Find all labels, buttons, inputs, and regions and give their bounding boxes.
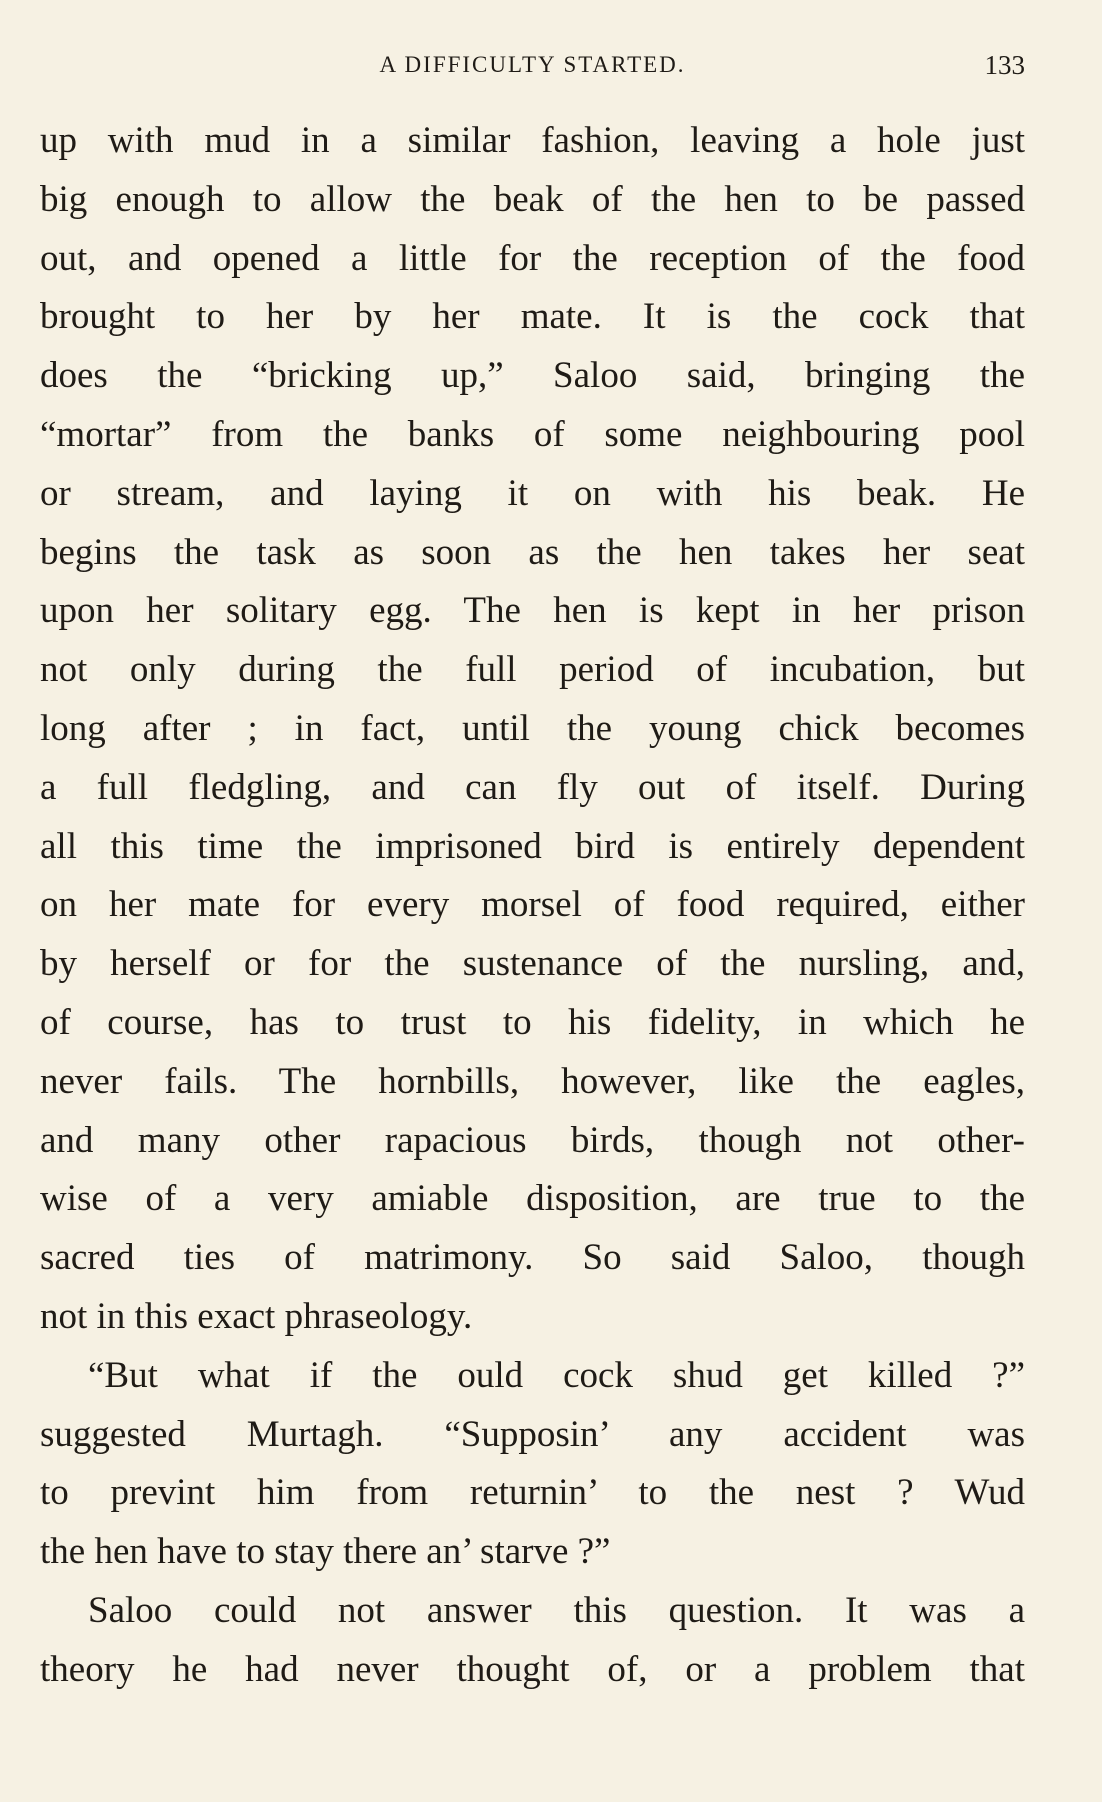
text-line: big enough to allow the beak of the hen to be passed bbox=[40, 178, 1025, 220]
text-line: by herself or for the sustenance of the nursling, and, bbox=[40, 943, 1025, 985]
text-line: does the “bricking up,” Saloo said, bringing the bbox=[40, 355, 1025, 397]
text-line: sacred ties of matrimony. So said Saloo, though bbox=[40, 1237, 1025, 1279]
text-line: up with mud in a similar fashion, leaving a hole just bbox=[40, 120, 1025, 161]
text-line: the hen have to stay there an’ starve ?” bbox=[40, 1531, 611, 1573]
text-line: not only during the full period of incubation, but bbox=[40, 649, 1025, 691]
text-line: not in this exact phraseology. bbox=[40, 1295, 473, 1337]
text-line: all this time the imprisoned bird is entirely dependent bbox=[40, 825, 1025, 867]
text-line: brought to her by her mate. It is the cock that bbox=[40, 296, 1025, 338]
page-number: 133 bbox=[984, 50, 1025, 80]
text-line: Saloo could not answer this question. It was a bbox=[88, 1589, 1025, 1631]
text-line: and many other rapacious birds, though not other- bbox=[40, 1119, 1025, 1161]
text-line: “But what if the ould cock shud get killed ?” bbox=[88, 1354, 1025, 1396]
text-line: long after ; in fact, until the young chick becomes bbox=[40, 707, 1025, 749]
running-title: A DIFFICULTY STARTED. bbox=[379, 52, 686, 77]
text-line: theory he had never thought of, or a problem that bbox=[40, 1648, 1025, 1690]
text-line: or stream, and laying it on with his beak. He bbox=[40, 472, 1025, 514]
text-line: wise of a very amiable disposition, are true to the bbox=[40, 1178, 1025, 1220]
text-line: “mortar” from the banks of some neighbouring pool bbox=[40, 413, 1025, 455]
text-line: never fails. The hornbills, however, like the eagles, bbox=[40, 1060, 1025, 1102]
text-line: to prevint him from returnin’ to the nest ? Wud bbox=[40, 1472, 1025, 1514]
running-head bbox=[40, 48, 1025, 88]
text-line: of course, has to trust to his fidelity, in which he bbox=[40, 1001, 1025, 1043]
text-line: on her mate for every morsel of food required, either bbox=[40, 884, 1025, 926]
text-line: begins the task as soon as the hen takes her seat bbox=[40, 531, 1025, 573]
text-line: suggested Murtagh. “Supposin’ any accident was bbox=[40, 1413, 1025, 1455]
body-text bbox=[40, 112, 1025, 1700]
text-line: out, and opened a little for the reception of the food bbox=[40, 237, 1025, 279]
text-line: a full fledgling, and can fly out of itself. During bbox=[40, 766, 1025, 808]
text-line: upon her solitary egg. The hen is kept in her prison bbox=[40, 590, 1025, 632]
